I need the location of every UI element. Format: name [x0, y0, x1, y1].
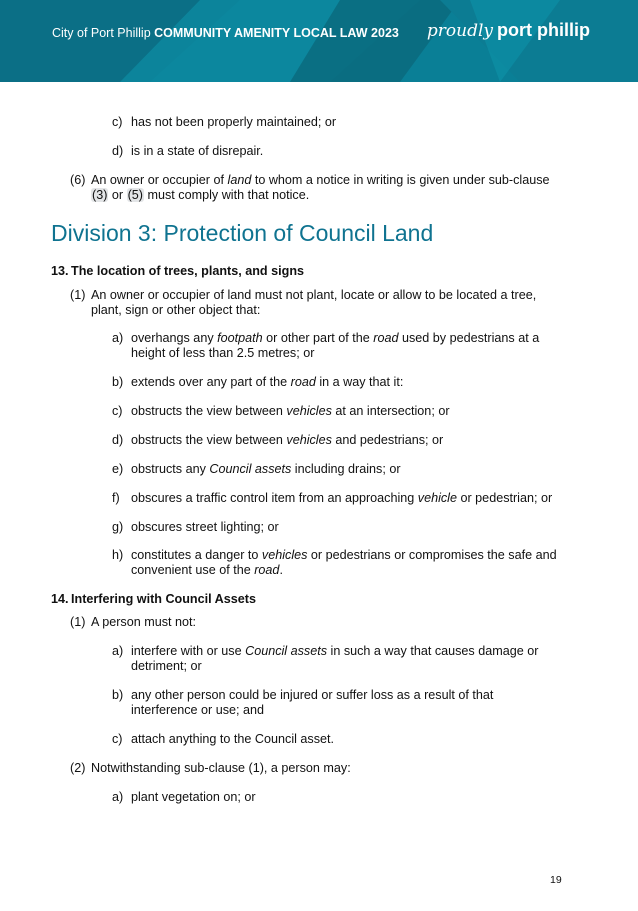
list-marker: c) [112, 732, 123, 746]
list-item-text: any other person could be injured or suffer loss as a result of that [131, 688, 494, 702]
subclause-text: plant, sign or other object that: [91, 303, 261, 317]
cross-reference[interactable]: (3) [92, 188, 108, 202]
list-item-text: constitutes a danger to vehicles or pedestrians or compromises the safe and [131, 548, 557, 562]
cross-reference[interactable]: (5) [127, 188, 144, 202]
list-marker: c) [112, 115, 123, 129]
subclause-text: (3) or (5) must comply with that notice. [92, 188, 310, 202]
section-title: The location of trees, plants, and signs [71, 264, 305, 278]
list-marker: e) [112, 462, 124, 476]
title-prefix: City of Port Phillip [52, 26, 151, 40]
list-marker: a) [112, 790, 124, 804]
list-marker: a) [112, 644, 124, 658]
list-marker: h) [112, 548, 124, 562]
list-item-text: obstructs the view between vehicles at an intersection; or [131, 404, 450, 418]
list-item-text: plant vegetation on; or [131, 790, 256, 804]
subclause-marker: (1) [70, 288, 86, 302]
logo-script: proudly [426, 21, 494, 41]
list-item-text: obstructs any Council assets including drains; or [131, 462, 401, 476]
section-number: 13. [51, 264, 69, 278]
list-item-text: has not been properly maintained; or [131, 115, 337, 129]
logo-bold: port phillip [497, 20, 590, 40]
list-item-text: height of less than 2.5 metres; or [131, 346, 315, 360]
list-marker: c) [112, 404, 123, 418]
list-marker: a) [112, 331, 124, 345]
subclause-text: An owner or occupier of land to whom a notice in writing is given under sub-clause [91, 173, 550, 187]
list-item-text: detriment; or [131, 659, 202, 673]
list-item-text: convenient use of the road. [131, 563, 283, 577]
list-marker: b) [112, 375, 124, 389]
header-banner [0, 0, 638, 82]
subclause-marker: (2) [70, 761, 86, 775]
list-item-text: obstructs the view between vehicles and pedestrians; or [131, 433, 444, 447]
list-marker: b) [112, 688, 124, 702]
list-item-text: obscures a traffic control item from an approaching vehicle or pedestrian; or [131, 491, 553, 505]
subclause-text: An owner or occupier of land must not plant, locate or allow to be located a tree, [91, 288, 537, 302]
list-item-text: overhangs any footpath or other part of the road used by pedestrians at a [131, 331, 540, 345]
section-number: 14. [51, 592, 69, 606]
subclause-marker: (6) [70, 173, 86, 187]
list-item-text: is in a state of disrepair. [131, 144, 264, 158]
document-title [52, 26, 399, 40]
subclause-marker: (1) [70, 615, 86, 629]
division-heading: Division 3: Protection of Council Land [51, 220, 434, 246]
list-marker: g) [112, 520, 124, 534]
list-item-text: extends over any part of the road in a way that it: [131, 375, 404, 389]
proudly-port-phillip-logo [427, 20, 590, 42]
list-item-text: interference or use; and [131, 703, 265, 717]
list-marker: d) [112, 433, 124, 447]
list-marker: f) [112, 491, 120, 505]
list-item-text: obscures street lighting; or [131, 520, 279, 534]
list-marker: d) [112, 144, 124, 158]
subclause-text: A person must not: [91, 615, 197, 629]
list-item-text: interfere with or use Council assets in such a way that causes damage or [131, 644, 539, 658]
section-title: Interfering with Council Assets [71, 592, 256, 606]
title-main: COMMUNITY AMENITY LOCAL LAW 2023 [154, 26, 399, 40]
list-item-text: attach anything to the Council asset. [131, 732, 335, 746]
subclause-text: Notwithstanding sub-clause (1), a person may: [91, 761, 351, 775]
page-number: 19 [550, 874, 562, 886]
